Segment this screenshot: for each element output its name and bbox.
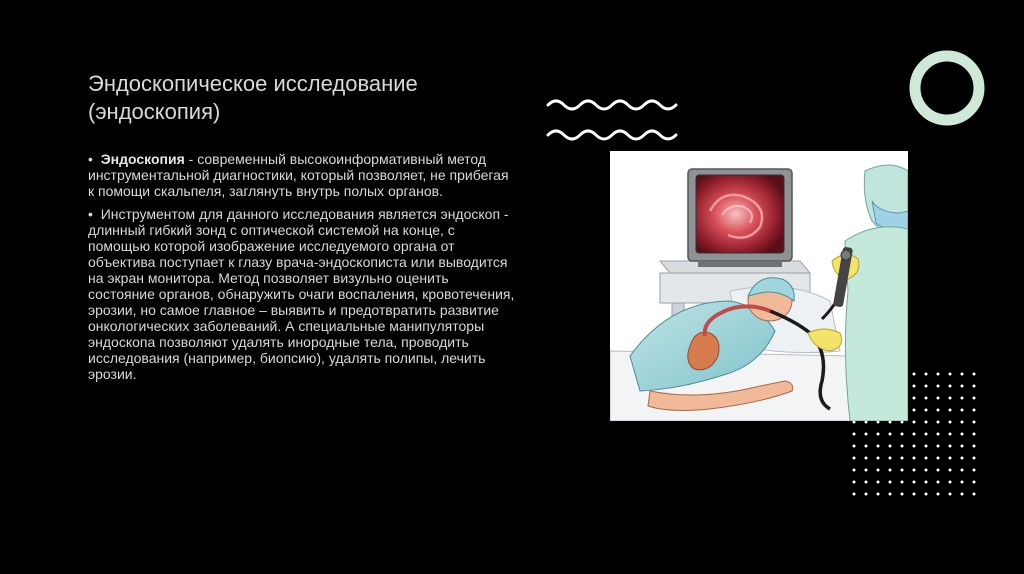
decor-dot [901, 469, 904, 472]
decor-dot [877, 481, 880, 484]
decor-dot [853, 457, 856, 460]
wave-decoration-bottom [546, 126, 682, 144]
decor-dot [961, 481, 964, 484]
decor-dot [937, 397, 940, 400]
decor-dot [865, 445, 868, 448]
decor-dot [937, 469, 940, 472]
decor-dot [913, 433, 916, 436]
decor-dot [961, 433, 964, 436]
decor-dot [937, 385, 940, 388]
decor-dot [865, 493, 868, 496]
decor-dot [973, 397, 976, 400]
decor-dot [913, 493, 916, 496]
decor-dot [913, 445, 916, 448]
decor-dot [889, 433, 892, 436]
decor-dot [877, 457, 880, 460]
decor-dot [901, 493, 904, 496]
decor-dot [937, 445, 940, 448]
decor-dot [961, 373, 964, 376]
decor-dot [961, 385, 964, 388]
decor-dot [901, 481, 904, 484]
decor-dot [925, 469, 928, 472]
decor-dot [853, 445, 856, 448]
decor-dot [889, 445, 892, 448]
decor-dot [973, 409, 976, 412]
decor-dot [937, 433, 940, 436]
bullet-item-2 [88, 206, 518, 382]
decor-dot [961, 469, 964, 472]
bullet-marker: • [88, 206, 93, 222]
decor-dot [949, 457, 952, 460]
title-line-1: Эндоскопическое исследование [88, 71, 418, 96]
decor-dot [889, 457, 892, 460]
ring-decoration [907, 48, 987, 128]
decor-dot [937, 493, 940, 496]
decor-dot [937, 409, 940, 412]
decor-dot [949, 481, 952, 484]
decor-dot [973, 373, 976, 376]
decor-dot [889, 469, 892, 472]
decor-dot [937, 421, 940, 424]
title-line-2: (эндоскопия) [88, 99, 221, 124]
decor-dot [877, 445, 880, 448]
decor-dot [877, 493, 880, 496]
bullet-text: Инструментом для данного исследования является эндоскоп - длинный гибкий зонд с оптической системой на конце, с помощью которой изображение исследуемого органа от объектива поступает к глазу врача-эндоскописта или выводится на экран монитора. Метод позволяет визульно оценить состояние органов, обнаружить очаги воспаления, кровотечения, эрозии, но самое главное – выявить и предотвратить развитие онкологических заболеваний. А специальные манипуляторы эндоскопа позволяют удалять инородные тела, проводить исследования (например, биопсию), удалять полипы, лечить эрозии. [88, 206, 515, 382]
decor-dot [925, 481, 928, 484]
bullet-item-1 [88, 151, 518, 199]
decor-dot [901, 433, 904, 436]
decor-dot [973, 481, 976, 484]
decor-dot [889, 493, 892, 496]
decor-dot [949, 421, 952, 424]
decor-dot [961, 445, 964, 448]
decor-dot [925, 385, 928, 388]
decor-dot [865, 457, 868, 460]
decor-dot [877, 469, 880, 472]
bullet-marker: • [88, 151, 93, 167]
decor-dot [913, 469, 916, 472]
decor-dot [925, 433, 928, 436]
decor-dot [925, 397, 928, 400]
decor-dot [913, 481, 916, 484]
decor-dot [913, 421, 916, 424]
decor-dot [901, 445, 904, 448]
decor-dot [925, 493, 928, 496]
decor-dot [913, 409, 916, 412]
decor-dot [913, 457, 916, 460]
decor-dot [925, 409, 928, 412]
decor-dot [949, 469, 952, 472]
decor-dot [925, 421, 928, 424]
decor-dot [853, 493, 856, 496]
decor-dot [973, 433, 976, 436]
decor-dot [961, 397, 964, 400]
decor-dot [973, 469, 976, 472]
decor-dot [937, 481, 940, 484]
decor-dot [937, 373, 940, 376]
decor-dot [949, 373, 952, 376]
decor-dot [949, 409, 952, 412]
endoscopy-illustration-drawing [610, 151, 908, 421]
wave-decoration-top [546, 96, 682, 114]
decor-dot [913, 373, 916, 376]
decor-dot [973, 457, 976, 460]
decor-dot [949, 493, 952, 496]
decor-dot [853, 469, 856, 472]
endoscopy-illustration [610, 151, 908, 421]
decor-dot [973, 385, 976, 388]
decor-dot [949, 445, 952, 448]
slide-title [88, 70, 508, 126]
decor-dot [913, 385, 916, 388]
decor-dot [877, 433, 880, 436]
slide-body [88, 151, 518, 389]
decor-dot [925, 445, 928, 448]
decor-dot [865, 469, 868, 472]
bullet-text: - современный высокоинформативный метод инструментальной диагностики, который позволяет, не прибегая к помощи скальпеля, заглянуть внутрь полых органов. [88, 151, 509, 199]
decor-dot [865, 433, 868, 436]
decor-dot [865, 481, 868, 484]
decor-dot [949, 433, 952, 436]
decor-dot [937, 457, 940, 460]
decor-dot [853, 481, 856, 484]
bullet-term: Эндоскопия [100, 151, 185, 167]
decor-dot [949, 385, 952, 388]
decor-dot [949, 397, 952, 400]
decor-dot [973, 493, 976, 496]
decor-dot [961, 421, 964, 424]
decor-dot [913, 397, 916, 400]
decor-dot [961, 493, 964, 496]
decor-dot [961, 457, 964, 460]
decor-dot [973, 445, 976, 448]
decor-dot [853, 433, 856, 436]
decor-dot [973, 421, 976, 424]
decor-dot [925, 457, 928, 460]
decor-dot [925, 373, 928, 376]
decor-dot [901, 457, 904, 460]
decor-dot [889, 481, 892, 484]
decor-dot [961, 409, 964, 412]
